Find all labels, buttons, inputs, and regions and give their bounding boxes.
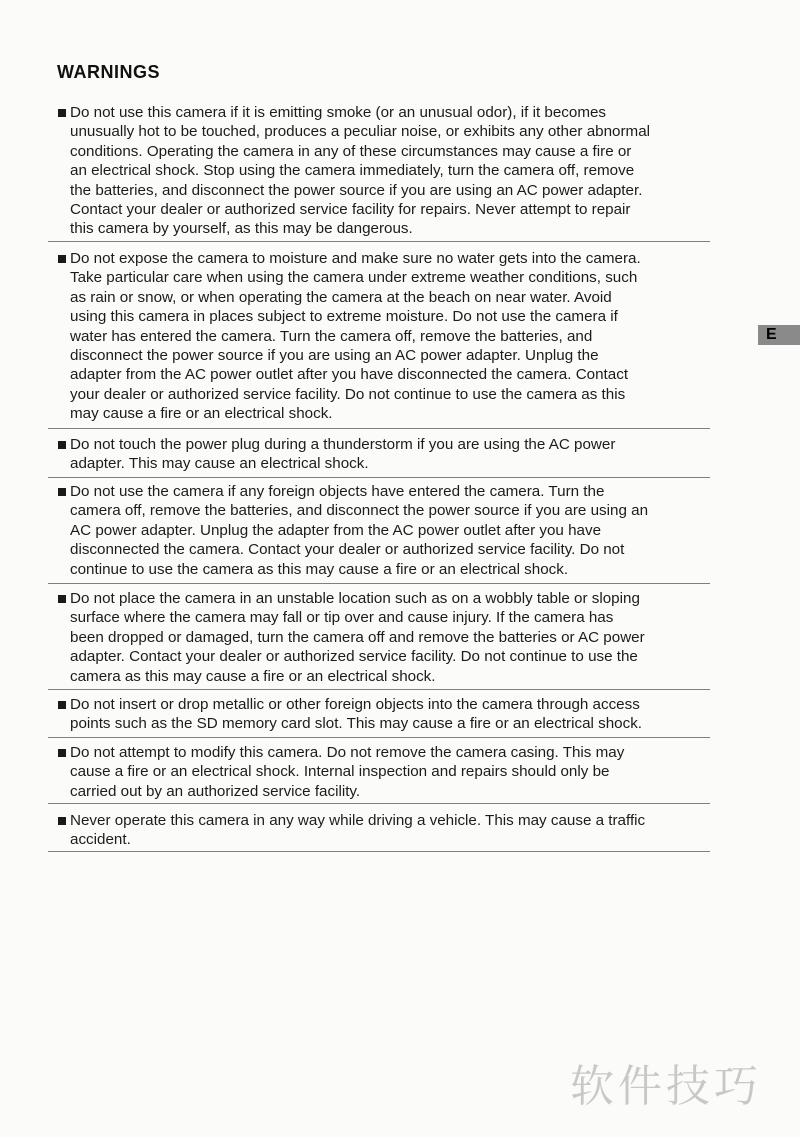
warning-item bbox=[48, 435, 710, 474]
warning-item bbox=[48, 482, 710, 579]
warning-text bbox=[70, 589, 710, 686]
warning-item bbox=[48, 811, 710, 850]
text-line: adapter. Contact your dealer or authorized service facility. Do not continue to use the bbox=[70, 648, 638, 666]
bullet-square-icon bbox=[58, 749, 66, 757]
text-line: points such as the SD memory card slot. This may cause a fire or an electrical shock. bbox=[70, 715, 643, 733]
text-line: conditions. Operating the camera in any of these circumstances may cause a fire or bbox=[70, 142, 632, 160]
bullet-square-icon bbox=[58, 817, 66, 825]
bullet-square-icon bbox=[58, 701, 66, 709]
warning-item bbox=[48, 743, 710, 801]
warning-text bbox=[70, 743, 710, 801]
text-line: this camera by yourself, as this may be dangerous. bbox=[70, 220, 413, 238]
text-line: Do not place the camera in an unstable location such as on a wobbly table or sloping bbox=[70, 590, 640, 607]
section-tab bbox=[758, 325, 800, 345]
text-line: as rain or snow, or when operating the camera at the beach on near water. Avoid bbox=[70, 288, 612, 306]
text-line: disconnect the power source if you are using an AC power adapter. Unplug the bbox=[70, 346, 599, 364]
text-line: Do not insert or drop metallic or other foreign objects into the camera through access bbox=[70, 696, 640, 713]
text-line: been dropped or damaged, turn the camera off and remove the batteries or AC power bbox=[70, 628, 645, 646]
bullet-square-icon bbox=[58, 488, 66, 496]
section-tab-label: E bbox=[766, 326, 777, 343]
text-line: unusually hot to be touched, produces a peculiar noise, or exhibits any other abnormal bbox=[70, 123, 651, 141]
text-line: Do not touch the power plug during a thunderstorm if you are using the AC power bbox=[70, 436, 616, 453]
text-line: camera off, remove the batteries, and disconnect the power source if you are using an bbox=[70, 502, 649, 520]
divider bbox=[48, 689, 710, 690]
text-line: adapter from the AC power outlet after you have disconnected the camera. Contact bbox=[70, 366, 629, 384]
divider bbox=[48, 583, 710, 584]
text-line: adapter. This may cause an electrical shock. bbox=[70, 455, 369, 473]
bullet-square-icon bbox=[58, 595, 66, 603]
warning-text bbox=[70, 482, 710, 579]
divider bbox=[48, 241, 710, 242]
warning-text bbox=[70, 811, 710, 850]
text-line: AC power adapter. Unplug the adapter from the AC power outlet after you have bbox=[70, 521, 602, 539]
text-line: Do not use the camera if any foreign objects have entered the camera. Turn the bbox=[70, 483, 605, 500]
text-line: Do not expose the camera to moisture and make sure no water gets into the camera. bbox=[70, 250, 641, 267]
text-line: may cause a fire or an electrical shock. bbox=[70, 405, 333, 423]
divider bbox=[48, 428, 710, 429]
warning-text bbox=[70, 103, 710, 239]
divider bbox=[48, 477, 710, 478]
bullet-square-icon bbox=[58, 441, 66, 449]
divider bbox=[48, 803, 710, 804]
text-line: disconnected the camera. Contact your dealer or authorized service facility. Do not bbox=[70, 541, 625, 559]
text-line: the batteries, and disconnect the power source if you are using an AC power adapter. bbox=[70, 181, 643, 199]
text-line: Contact your dealer or authorized service facility for repairs. Never attempt to repair bbox=[70, 200, 631, 218]
text-line: Do not attempt to modify this camera. Do not remove the camera casing. This may bbox=[70, 744, 625, 761]
text-line: using this camera in places subject to extreme moisture. Do not use the camera if bbox=[70, 308, 618, 326]
warning-text bbox=[70, 435, 710, 474]
warning-item bbox=[48, 589, 710, 686]
divider bbox=[48, 737, 710, 738]
text-line: cause a fire or an electrical shock. Internal inspection and repairs should only be bbox=[70, 763, 610, 781]
text-line: an electrical shock. Stop using the camera immediately, turn the camera off, remove bbox=[70, 162, 635, 180]
watermark: 软件技巧 bbox=[570, 1062, 762, 1111]
warning-text bbox=[70, 249, 710, 424]
page-title: WARNINGS bbox=[57, 62, 160, 82]
bullet-square-icon bbox=[58, 109, 66, 117]
text-line: Never operate this camera in any way while driving a vehicle. This may cause a traffic bbox=[70, 812, 646, 829]
text-line: water has entered the camera. Turn the camera off, remove the batteries, and bbox=[70, 327, 593, 345]
text-line: your dealer or authorized service facility. Do not continue to use the camera as this bbox=[70, 385, 626, 403]
text-line: accident. bbox=[70, 831, 131, 849]
warning-item bbox=[48, 103, 710, 239]
warning-item bbox=[48, 695, 710, 734]
divider bbox=[48, 851, 710, 852]
text-line: surface where the camera may fall or tip over and cause injury. If the camera has bbox=[70, 609, 614, 627]
bullet-square-icon bbox=[58, 255, 66, 263]
warning-item bbox=[48, 249, 710, 424]
text-line: carried out by an authorized service facility. bbox=[70, 782, 361, 800]
warning-text bbox=[70, 695, 710, 734]
text-line: camera as this may cause a fire or an electrical shock. bbox=[70, 667, 436, 685]
text-line: continue to use the camera as this may cause a fire or an electrical shock. bbox=[70, 560, 569, 578]
text-line: Do not use this camera if it is emitting smoke (or an unusual odor), if it becomes bbox=[70, 104, 607, 121]
text-line: Take particular care when using the camera under extreme weather conditions, such bbox=[70, 269, 638, 287]
